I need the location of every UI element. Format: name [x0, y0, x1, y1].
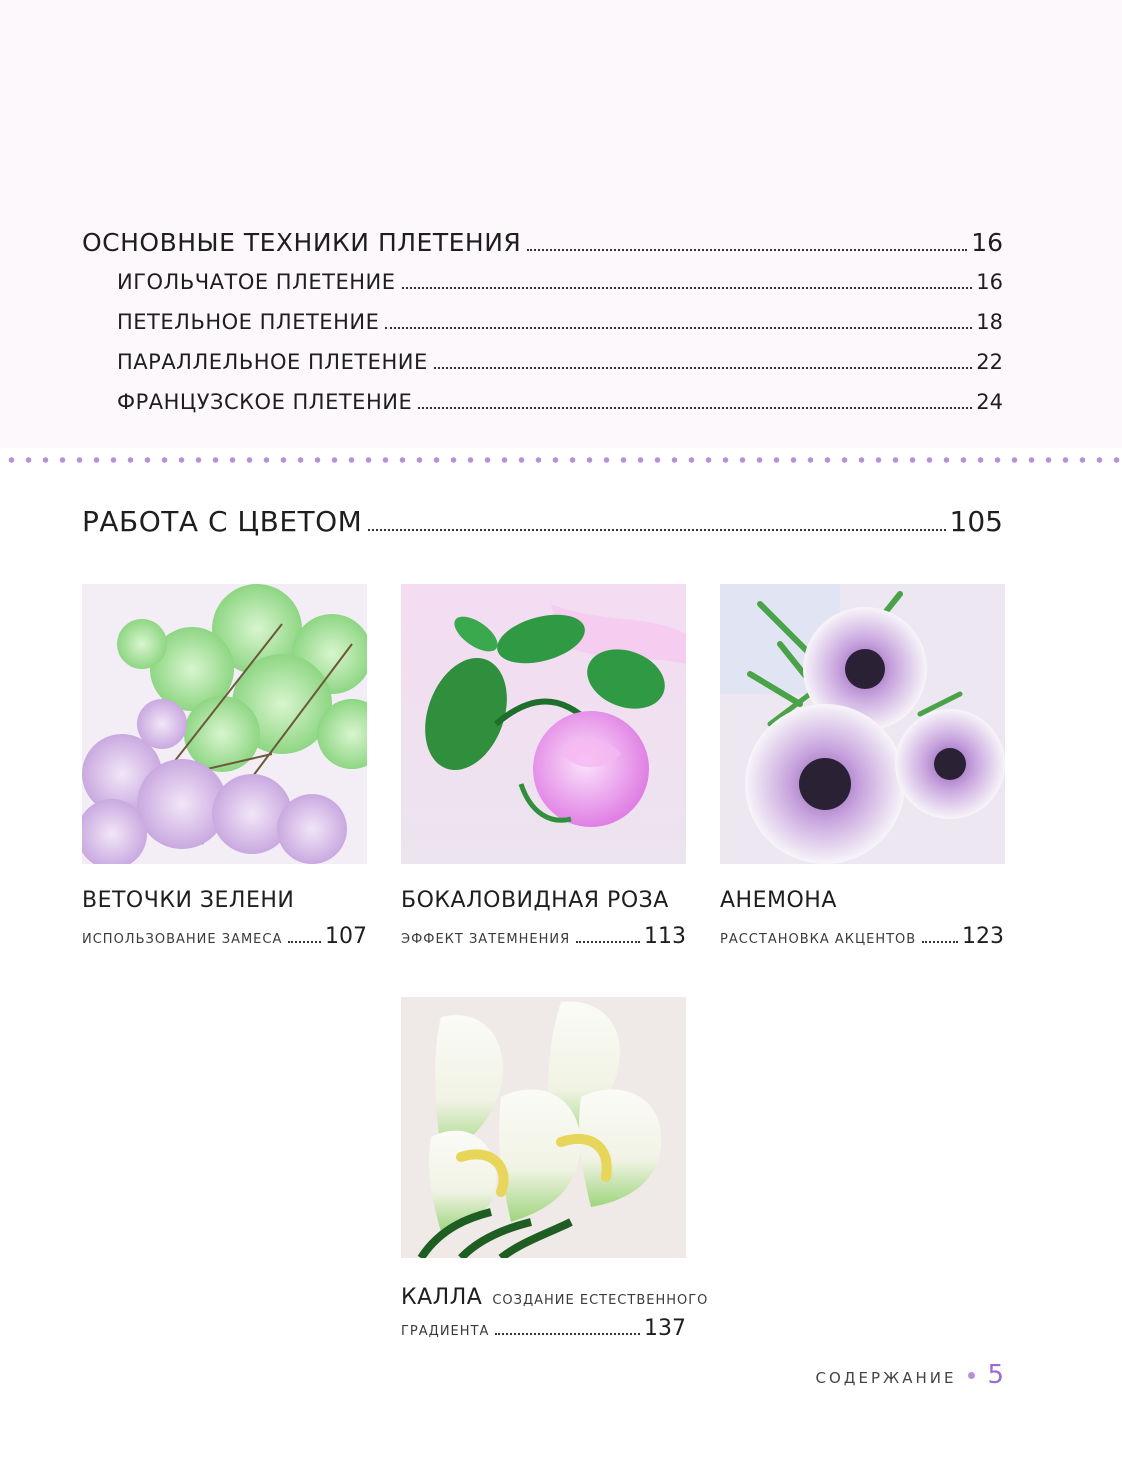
toc-item-page: 22 [976, 350, 1003, 374]
dot-leader [576, 941, 640, 943]
dot-leader [418, 407, 972, 409]
photo-calla-drawing [401, 997, 686, 1258]
toc-item-page: 16 [976, 270, 1003, 294]
toc-item-title: ИГОЛЬЧАТОЕ ПЛЕТЕНИЕ [117, 270, 396, 294]
card-subtitle-row[interactable] [720, 924, 1004, 949]
toc-item-page: 24 [976, 390, 1003, 414]
card-subtitle-continued: ГРАДИЕНТА [401, 1324, 490, 1339]
calla-title-row [401, 1285, 708, 1310]
card-title: ВЕТОЧКИ ЗЕЛЕНИ [82, 888, 295, 913]
top-band [0, 0, 1122, 448]
photo-pink-rose-drawing [401, 584, 686, 864]
card-subtitle-row[interactable] [401, 1316, 686, 1341]
dotted-divider [0, 455, 1122, 465]
toc-main-entry[interactable] [82, 228, 1003, 262]
photo-calla[interactable] [401, 997, 686, 1258]
card-title: КАЛЛА [401, 1285, 483, 1310]
card-title: АНЕМОНА [720, 888, 837, 913]
dot-leader [368, 529, 945, 531]
dot-leader [288, 941, 321, 943]
page-footer [816, 1360, 1004, 1390]
toc-item-title: ПАРАЛЛЕЛЬНОЕ ПЛЕТЕНИЕ [117, 350, 428, 374]
section-entry[interactable] [82, 505, 1003, 545]
toc-main-title: ОСНОВНЫЕ ТЕХНИКИ ПЛЕТЕНИЯ [82, 228, 522, 257]
dot-leader [434, 367, 973, 369]
dot-leader [527, 249, 967, 251]
toc-item-parallel[interactable] [117, 350, 1003, 380]
toc-main-page: 16 [971, 228, 1003, 257]
card-subtitle: СОЗДАНИЕ ЕСТЕСТВЕННОГО [492, 1293, 709, 1308]
photo-pink-rose[interactable] [401, 584, 686, 864]
dot-leader [402, 287, 973, 289]
photo-anemone-drawing [720, 584, 1005, 864]
dot-leader [922, 941, 958, 943]
card-subtitle: ЭФФЕКТ ЗАТЕМНЕНИЯ [401, 932, 571, 947]
toc-item-french[interactable] [117, 390, 1003, 420]
dot-leader [385, 327, 972, 329]
card-subtitle: РАССТАНОВКА АКЦЕНТОВ [720, 932, 917, 947]
card-title: БОКАЛОВИДНАЯ РОЗА [401, 888, 669, 913]
toc-item-page: 18 [976, 310, 1003, 334]
photo-anemone[interactable] [720, 584, 1005, 864]
card-subtitle: ИСПОЛЬЗОВАНИЕ ЗАМЕСА [82, 932, 283, 947]
card-subtitle-row[interactable] [401, 924, 686, 949]
toc-item-needle[interactable] [117, 270, 1003, 300]
card-page: 123 [962, 924, 1004, 949]
toc-item-title: ПЕТЕЛЬНОЕ ПЛЕТЕНИЕ [117, 310, 380, 334]
card-page: 107 [325, 924, 367, 949]
bullet-icon [968, 1372, 975, 1379]
section-title: РАБОТА С ЦВЕТОМ [82, 505, 363, 538]
dot-leader [495, 1333, 640, 1335]
card-subtitle-row[interactable] [82, 924, 367, 949]
photo-green-sprigs[interactable] [82, 584, 367, 864]
page-number: 5 [987, 1360, 1004, 1390]
toc-item-loop[interactable] [117, 310, 1003, 340]
photo-green-sprigs-drawing [82, 584, 367, 864]
card-page: 137 [644, 1316, 686, 1341]
card-page: 113 [644, 924, 686, 949]
footer-label: СОДЕРЖАНИЕ [815, 1369, 957, 1387]
section-page: 105 [949, 505, 1003, 538]
toc-item-title: ФРАНЦУЗСКОЕ ПЛЕТЕНИЕ [117, 390, 413, 414]
